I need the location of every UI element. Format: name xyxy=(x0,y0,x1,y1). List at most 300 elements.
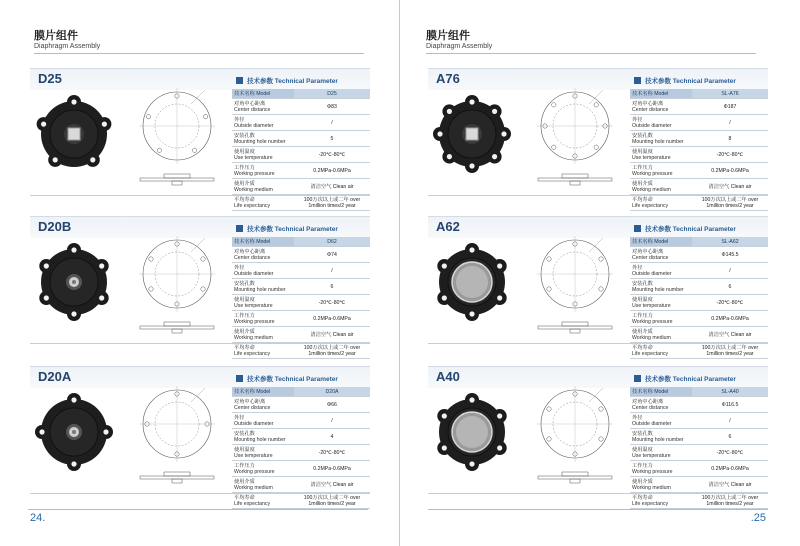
params-title xyxy=(634,224,770,233)
param-label-cn: 使用介质 xyxy=(234,478,255,485)
param-label xyxy=(232,413,294,429)
param-label-cn: 对角中心距离 xyxy=(234,100,266,107)
param-label-cn: 对角中心距离 xyxy=(234,248,266,255)
param-label-cn: 安装孔数 xyxy=(234,430,255,437)
param-label xyxy=(232,195,294,211)
table-row xyxy=(630,195,768,211)
table-row xyxy=(232,311,370,327)
page-header xyxy=(426,30,756,54)
param-value: Φ116.5 xyxy=(692,397,768,413)
param-label-en: Center distance xyxy=(234,404,271,411)
table-row xyxy=(232,195,370,211)
param-label-cn: 平均寿命 xyxy=(234,344,255,351)
technical-drawing-icon xyxy=(520,230,630,340)
diaphragm-photo-icon xyxy=(432,242,512,322)
page-number: .25 xyxy=(750,512,766,524)
param-label-en: Mounting hole number xyxy=(632,286,684,293)
param-label-en: Center distance xyxy=(234,254,271,261)
product-section xyxy=(428,68,768,209)
param-label-en: Life expectancy xyxy=(234,500,271,507)
params-table xyxy=(232,237,370,359)
param-value: 6 xyxy=(692,429,768,445)
param-label-en: Use temperature xyxy=(234,154,273,161)
technical-drawing xyxy=(520,82,630,192)
section-divider xyxy=(428,343,768,344)
param-label-cn: 技术名称 Model xyxy=(234,90,271,97)
param-label-en: Life expectancy xyxy=(632,350,669,357)
param-value: 清洁空气 Clean air xyxy=(294,327,370,343)
model-title: A62 xyxy=(436,219,460,234)
table-row xyxy=(630,387,768,397)
param-label-en: Outside diameter xyxy=(234,420,274,427)
table-row xyxy=(232,429,370,445)
param-label-en: Working medium xyxy=(632,484,671,491)
technical-parameters xyxy=(630,224,770,359)
table-row xyxy=(630,237,768,247)
param-value: 清洁空气 Clean air xyxy=(692,477,768,493)
param-label-cn: 外径 xyxy=(234,116,245,123)
technical-drawing-icon xyxy=(520,380,630,490)
param-label-en: Mounting hole number xyxy=(632,138,684,145)
table-row xyxy=(232,131,370,147)
param-label-cn: 对角中心距离 xyxy=(632,100,664,107)
param-label xyxy=(232,115,294,131)
table-row xyxy=(232,477,370,493)
table-row xyxy=(232,279,370,295)
param-label-cn: 对角中心距离 xyxy=(632,248,664,255)
table-row xyxy=(630,279,768,295)
param-label-en: Center distance xyxy=(632,404,669,411)
param-label xyxy=(232,429,294,445)
param-label-en: Working pressure xyxy=(234,170,275,177)
param-label-cn: 平均寿命 xyxy=(234,494,255,501)
param-label-en: Use temperature xyxy=(632,452,671,459)
param-label-en: Center distance xyxy=(632,106,669,113)
technical-parameters xyxy=(232,224,372,359)
param-value: Φ66 xyxy=(294,397,370,413)
table-row xyxy=(630,263,768,279)
table-row xyxy=(232,179,370,195)
footer-rule xyxy=(428,509,768,510)
param-label-cn: 技术名称 Model xyxy=(234,388,271,395)
param-value: -20℃-80℃ xyxy=(294,445,370,461)
diaphragm-photo-icon xyxy=(432,392,512,472)
diaphragm-photo-icon xyxy=(34,242,114,322)
param-label-cn: 工作压力 xyxy=(234,462,255,469)
param-label xyxy=(630,247,692,263)
param-label xyxy=(232,263,294,279)
param-label xyxy=(630,477,692,493)
param-value: D62 xyxy=(294,237,370,247)
param-label-cn: 安装孔数 xyxy=(632,132,653,139)
diaphragm-photo-icon xyxy=(34,94,114,174)
table-row xyxy=(630,89,768,99)
param-label-en: Mounting hole number xyxy=(632,436,684,443)
params-table xyxy=(232,387,370,509)
technical-drawing xyxy=(122,82,232,192)
table-row xyxy=(630,343,768,359)
table-row xyxy=(630,477,768,493)
param-label-cn: 对角中心距离 xyxy=(234,398,266,405)
table-row xyxy=(630,493,768,509)
param-label-en: Outside diameter xyxy=(632,420,672,427)
param-label-cn: 使用温度 xyxy=(234,446,255,453)
table-row xyxy=(630,311,768,327)
param-value: 清洁空气 Clean air xyxy=(294,477,370,493)
params-table xyxy=(630,89,768,211)
param-label-en: Life expectancy xyxy=(234,350,271,357)
param-label xyxy=(630,179,692,195)
param-label-en: Working medium xyxy=(234,334,273,341)
square-bullet-icon xyxy=(634,77,641,84)
param-value: 8 xyxy=(692,131,768,147)
param-value: / xyxy=(692,263,768,279)
technical-parameters xyxy=(630,76,770,211)
param-value: 清洁空气 Clean air xyxy=(294,179,370,195)
technical-drawing-icon xyxy=(122,82,232,192)
product-section xyxy=(428,216,768,357)
param-label xyxy=(232,147,294,163)
param-label-en: Center distance xyxy=(234,106,271,113)
params-title-text: 技术参数 Technical Parameter xyxy=(645,376,736,383)
param-label-cn: 使用介质 xyxy=(234,180,255,187)
technical-parameters xyxy=(232,374,372,509)
params-title-text: 技术参数 Technical Parameter xyxy=(247,226,338,233)
param-label-en: Outside diameter xyxy=(234,270,274,277)
param-label-cn: 外径 xyxy=(632,264,643,271)
param-label xyxy=(630,445,692,461)
model-title: D20B xyxy=(38,219,72,234)
param-value: 100万次以上或二年 over 1million times/2 year xyxy=(692,195,768,211)
param-value: Φ74 xyxy=(294,247,370,263)
technical-drawing-icon xyxy=(122,380,232,490)
param-value: / xyxy=(294,413,370,429)
technical-drawing xyxy=(520,230,630,340)
param-value: -20℃-80℃ xyxy=(692,147,768,163)
param-label-cn: 使用温度 xyxy=(632,446,653,453)
param-value: SL-A76 xyxy=(692,89,768,99)
param-label xyxy=(232,311,294,327)
model-title: A76 xyxy=(436,71,460,86)
table-row xyxy=(232,115,370,131)
param-value: Φ145.5 xyxy=(692,247,768,263)
param-label-en: Life expectancy xyxy=(632,202,669,209)
param-label xyxy=(630,461,692,477)
param-value: 清洁空气 Clean air xyxy=(692,179,768,195)
param-label-en: Life expectancy xyxy=(632,500,669,507)
table-row xyxy=(232,237,370,247)
param-label-cn: 使用介质 xyxy=(632,328,653,335)
table-row xyxy=(232,343,370,359)
param-label-cn: 技术名称 Model xyxy=(632,388,669,395)
technical-drawing xyxy=(122,230,232,340)
table-row xyxy=(232,387,370,397)
table-row xyxy=(232,413,370,429)
param-value: 5 xyxy=(294,131,370,147)
param-label xyxy=(630,387,692,397)
param-value: Φ83 xyxy=(294,99,370,115)
param-label xyxy=(630,89,692,99)
param-value: 100万次以上或二年 over 1million times/2 year xyxy=(294,195,370,211)
param-value: 0.2MPa-0.6MPa xyxy=(294,311,370,327)
square-bullet-icon xyxy=(634,375,641,382)
param-value: 100万次以上或二年 over 1million times/2 year xyxy=(294,493,370,509)
table-row xyxy=(232,461,370,477)
model-title: D20A xyxy=(38,369,72,384)
param-label-en: Outside diameter xyxy=(632,270,672,277)
table-row xyxy=(232,163,370,179)
param-label-cn: 使用温度 xyxy=(234,148,255,155)
page-header xyxy=(34,30,364,54)
param-label-cn: 技术名称 Model xyxy=(234,238,271,245)
param-value: 6 xyxy=(294,279,370,295)
page-heading-cn: 膜片组件 xyxy=(34,30,78,42)
param-label xyxy=(630,493,692,509)
param-label-cn: 平均寿命 xyxy=(632,344,653,351)
param-value: 0.2MPa-0.6MPa xyxy=(692,461,768,477)
param-label xyxy=(232,99,294,115)
footer-rule xyxy=(28,509,368,510)
technical-drawing-icon xyxy=(122,230,232,340)
param-value: -20℃-80℃ xyxy=(294,295,370,311)
square-bullet-icon xyxy=(634,225,641,232)
param-value: SL-A40 xyxy=(692,387,768,397)
table-row xyxy=(630,397,768,413)
params-table xyxy=(630,237,768,359)
param-label-cn: 技术名称 Model xyxy=(632,238,669,245)
param-label-en: Use temperature xyxy=(632,302,671,309)
param-value: / xyxy=(692,413,768,429)
param-label-en: Working medium xyxy=(632,334,671,341)
param-value: 清洁空气 Clean air xyxy=(692,327,768,343)
param-value: 100万次以上或二年 over 1million times/2 year xyxy=(294,343,370,359)
table-row xyxy=(232,99,370,115)
table-row xyxy=(232,295,370,311)
params-title-text: 技术参数 Technical Parameter xyxy=(645,226,736,233)
param-label xyxy=(630,237,692,247)
param-label xyxy=(232,387,294,397)
param-label-cn: 平均寿命 xyxy=(632,196,653,203)
param-label xyxy=(232,493,294,509)
section-divider xyxy=(30,343,370,344)
param-label-cn: 外径 xyxy=(234,414,245,421)
param-label-en: Outside diameter xyxy=(234,122,274,129)
params-table xyxy=(232,89,370,211)
technical-drawing xyxy=(520,380,630,490)
param-label-en: Mounting hole number xyxy=(234,138,286,145)
product-photo xyxy=(432,242,512,322)
diaphragm-photo-icon xyxy=(432,94,512,174)
section-divider xyxy=(428,195,768,196)
param-label-en: Use temperature xyxy=(234,452,273,459)
product-photo xyxy=(432,392,512,472)
param-label-cn: 外径 xyxy=(632,414,643,421)
param-label-cn: 使用介质 xyxy=(234,328,255,335)
param-label-cn: 使用介质 xyxy=(632,180,653,187)
param-label xyxy=(232,237,294,247)
param-label xyxy=(232,295,294,311)
param-label xyxy=(630,195,692,211)
product-section xyxy=(428,366,768,507)
header-rule xyxy=(426,53,756,54)
param-label-en: Mounting hole number xyxy=(234,436,286,443)
param-label-cn: 工作压力 xyxy=(632,462,653,469)
param-value: 4 xyxy=(294,429,370,445)
section-divider xyxy=(30,493,370,494)
table-row xyxy=(630,295,768,311)
param-label-cn: 安装孔数 xyxy=(234,280,255,287)
param-value: 100万次以上或二年 over 1million times/2 year xyxy=(692,493,768,509)
param-label-cn: 外径 xyxy=(234,264,245,271)
model-title: D25 xyxy=(38,71,62,86)
table-row xyxy=(232,247,370,263)
product-photo xyxy=(34,242,114,322)
product-section xyxy=(30,68,370,209)
param-value: Φ187 xyxy=(692,99,768,115)
model-title: A40 xyxy=(436,369,460,384)
table-row xyxy=(630,131,768,147)
section-divider xyxy=(30,195,370,196)
table-row xyxy=(232,263,370,279)
table-row xyxy=(232,147,370,163)
param-label xyxy=(232,477,294,493)
table-row xyxy=(630,99,768,115)
param-label xyxy=(232,397,294,413)
param-value: 0.2MPa-0.6MPa xyxy=(692,163,768,179)
param-label-en: Outside diameter xyxy=(632,122,672,129)
table-row xyxy=(232,493,370,509)
param-label-cn: 工作压力 xyxy=(234,312,255,319)
params-title xyxy=(236,374,372,383)
square-bullet-icon xyxy=(236,375,243,382)
product-photo xyxy=(432,94,512,174)
table-row xyxy=(232,327,370,343)
param-value: / xyxy=(692,115,768,131)
param-label-cn: 平均寿命 xyxy=(234,196,255,203)
params-title-text: 技术参数 Technical Parameter xyxy=(247,78,338,85)
page-heading-cn: 膜片组件 xyxy=(426,30,470,42)
params-title xyxy=(236,224,372,233)
param-label xyxy=(630,413,692,429)
param-value: 6 xyxy=(692,279,768,295)
param-label xyxy=(630,343,692,359)
param-label xyxy=(232,461,294,477)
param-label xyxy=(232,131,294,147)
param-label-en: Working pressure xyxy=(632,468,673,475)
param-value: / xyxy=(294,115,370,131)
table-row xyxy=(630,429,768,445)
table-row xyxy=(630,163,768,179)
param-label xyxy=(630,295,692,311)
param-label-cn: 安装孔数 xyxy=(632,280,653,287)
diaphragm-photo-icon xyxy=(34,392,114,472)
product-section xyxy=(30,366,370,507)
product-photo xyxy=(34,392,114,472)
param-label-cn: 外径 xyxy=(632,116,643,123)
param-value: -20℃-80℃ xyxy=(692,445,768,461)
technical-parameters xyxy=(232,76,372,211)
technical-drawing xyxy=(122,380,232,490)
table-row xyxy=(630,461,768,477)
param-label xyxy=(630,163,692,179)
params-title xyxy=(634,374,770,383)
table-row xyxy=(232,89,370,99)
param-label xyxy=(630,263,692,279)
table-row xyxy=(630,413,768,429)
param-label-cn: 使用温度 xyxy=(632,296,653,303)
param-label-en: Use temperature xyxy=(632,154,671,161)
table-row xyxy=(630,247,768,263)
technical-parameters xyxy=(630,374,770,509)
param-label-en: Working medium xyxy=(632,186,671,193)
param-value: SL-A62 xyxy=(692,237,768,247)
header-rule xyxy=(34,53,364,54)
param-value: D20A xyxy=(294,387,370,397)
params-title-text: 技术参数 Technical Parameter xyxy=(645,78,736,85)
param-label xyxy=(630,131,692,147)
param-label-en: Working medium xyxy=(234,186,273,193)
params-title xyxy=(634,76,770,85)
param-label xyxy=(630,327,692,343)
param-label-en: Working pressure xyxy=(234,468,275,475)
table-row xyxy=(630,115,768,131)
section-divider xyxy=(428,493,768,494)
param-label xyxy=(630,279,692,295)
technical-drawing-icon xyxy=(520,82,630,192)
param-label-en: Use temperature xyxy=(234,302,273,309)
table-row xyxy=(232,445,370,461)
param-label-cn: 使用温度 xyxy=(632,148,653,155)
param-value: -20℃-80℃ xyxy=(294,147,370,163)
square-bullet-icon xyxy=(236,225,243,232)
param-label xyxy=(232,327,294,343)
param-label-en: Center distance xyxy=(632,254,669,261)
param-label xyxy=(232,343,294,359)
param-label-cn: 安装孔数 xyxy=(234,132,255,139)
param-label-cn: 技术名称 Model xyxy=(632,90,669,97)
page-heading-en: Diaphragm Assembly xyxy=(34,43,101,50)
table-row xyxy=(630,327,768,343)
param-label xyxy=(232,279,294,295)
param-label-en: Mounting hole number xyxy=(234,286,286,293)
param-label xyxy=(630,429,692,445)
param-value: 100万次以上或二年 over 1million times/2 year xyxy=(692,343,768,359)
param-label xyxy=(232,89,294,99)
param-label xyxy=(232,247,294,263)
param-label-en: Working pressure xyxy=(234,318,275,325)
param-label xyxy=(232,163,294,179)
param-label xyxy=(232,179,294,195)
params-table xyxy=(630,387,768,509)
param-label xyxy=(630,147,692,163)
param-label-cn: 工作压力 xyxy=(234,164,255,171)
params-title-text: 技术参数 Technical Parameter xyxy=(247,376,338,383)
table-row xyxy=(630,147,768,163)
square-bullet-icon xyxy=(236,77,243,84)
params-title xyxy=(236,76,372,85)
param-label-cn: 工作压力 xyxy=(632,312,653,319)
table-row xyxy=(232,397,370,413)
param-label-cn: 工作压力 xyxy=(632,164,653,171)
param-value: 0.2MPa-0.6MPa xyxy=(294,163,370,179)
table-row xyxy=(630,445,768,461)
page-number: 24. xyxy=(30,512,46,524)
param-value: 0.2MPa-0.6MPa xyxy=(692,311,768,327)
param-label-cn: 平均寿命 xyxy=(632,494,653,501)
param-label xyxy=(630,99,692,115)
param-value: 0.2MPa-0.6MPa xyxy=(294,461,370,477)
right-page xyxy=(400,0,800,546)
